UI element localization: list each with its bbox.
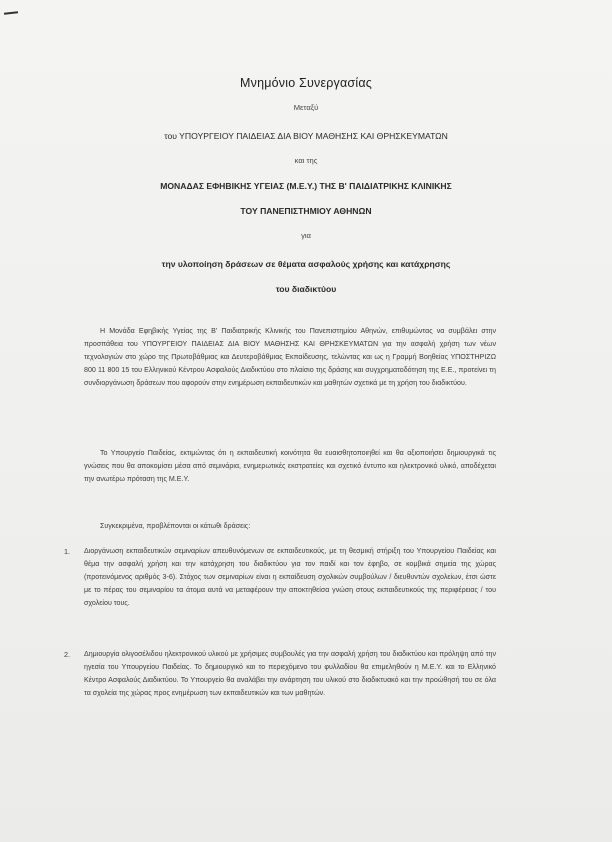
- for-label: για: [301, 231, 311, 240]
- party-ministry: του ΥΠΟΥΡΓΕΙΟΥ ΠΑΙΔΕΙΑΣ ΔΙΑ ΒΙΟΥ ΜΑΘΗΣΗΣ ΚΑΙ ΘΡΗΣΚΕΥΜΑΤΩΝ: [164, 131, 448, 141]
- action-item-2: [64, 648, 496, 700]
- list-text: Διοργάνωση εκπαιδευτικών σεμιναρίων απευθυνόμενων σε εκπαιδευτικούς, με τη θεσμική στήριξη του Υπουργείου Παιδείας και θέμα την ασφαλή χρήση και την κατάχρηση του διαδικτύου για τον παιδί και τον έφηβο, σε κομβικά σημεία της χώρας (προτεινόμενος αριθμός 3-6). Στόχος των σεμιναρίων είναι η εκπαίδευση σχολικών συμβούλων / διευθυντών σχολείων, έτσι ώστε με το πέρας του σεμιναρίου τα άτομα αυτά να μεταφέρουν την αποκτηθείσα γνώση στους εκπαιδευτικούς της περιφέρειας / του σχολείου τους.: [84, 547, 496, 607]
- and-label: και της: [294, 156, 318, 165]
- subject-line2: του διαδικτύου: [275, 284, 337, 294]
- paragraph-acceptance: Το Υπουργείο Παιδείας, εκτιμώντας ότι η εκπαιδευτική κοινότητα θα ευαισθητοποιηθεί και θα αξιοποιήσει δημιουργικά τις γνώσεις που θα αποκομίσει μέσα από σεμινάρια, ενημερωτικές εκστρατείες και σχετικό έντυπο και ηλεκτρονικό υλικό, αποδέχεται την ανωτέρω πρόταση της Μ.Ε.Υ.: [84, 449, 496, 483]
- action-item-1: [64, 545, 496, 610]
- list-text: Δημιουργία ολιγοσέλιδου ηλεκτρονικού υλικού με χρήσιμες συμβουλές για την ασφαλή χρήση του διαδικτύου και πρόληψη από την ηγεσία του Υπουργείου Παιδείας. Το δημιουργικό και το περιεχόμενο του φυλλαδίου θα επιμεληθούν η Μ.Ε.Υ. και το Ελληνικό Κέντρο Ασφαλούς Διαδικτύου. Το Υπουργείο θα αναλάβει την ανάρτηση του υλικού στο διαδικτυακό και την προώθησή του σε όλα τα σχολεία της χώρας προς ενημέρωση των εκπαιδευτικών και των μαθητών.: [84, 650, 496, 697]
- between-label: Μεταξύ: [293, 103, 319, 112]
- scan-edge-mark: [4, 11, 18, 14]
- paragraph-actions-intro: Συγκεκριμένα, προβλέπονται οι κάτωθι δράσεις:: [100, 522, 251, 530]
- paragraph-intro: Η Μονάδα Εφηβικής Υγείας της Β' Παιδιατρικής Κλινικής του Πανεπιστημίου Αθηνών, επιθυμώντας να συμβάλει στην προσπάθεια του ΥΠΟΥΡΓΕΙΟΥ ΠΑΙΔΕΙΑΣ ΔΙΑ ΒΙΟΥ ΜΑΘΗΣΗΣ ΚΑΙ ΘΡΗΣΚΕΥΜΑΤΩΝ για την ασφαλή χρήση των νέων τεχνολογιών στο χώρο της Πρωτοβάθμιας και Δευτεροβάθμιας Εκπαίδευσης, τελώντας και ως η Γραμμή Βοηθείας ΥΠΟΣΤΗΡΙΖΩ 800 11 800 15 του Ελληνικού Κέντρου Ασφαλούς Διαδικτύου στο πλαίσιο της δράσης και συγχρηματοδότηση της Ε.Ε., προτείνει τη συνδιοργάνωση δράσεων που αφορούν στην ενημέρωση εκπαιδευτικών και μαθητών σχετικά με τη χρήση του διαδικτύου.: [84, 327, 496, 387]
- list-number: 1.: [64, 547, 70, 556]
- party-unit-line2: ΤΟΥ ΠΑΝΕΠΙΣΤΗΜΙΟΥ ΑΘΗΝΩΝ: [240, 206, 372, 216]
- document-title: Μνημόνιο Συνεργασίας: [240, 76, 372, 90]
- subject-line1: την υλοποίηση δράσεων σε θέματα ασφαλούς χρήσης και κατάχρησης: [161, 259, 451, 269]
- list-number: 2.: [64, 650, 70, 659]
- party-unit-line1: ΜΟΝΑΔΑΣ ΕΦΗΒΙΚΗΣ ΥΓΕΙΑΣ (Μ.Ε.Υ.) ΤΗΣ Β' ΠΑΙΔΙΑΤΡΙΚΗΣ ΚΛΙΝΙΚΗΣ: [160, 181, 452, 191]
